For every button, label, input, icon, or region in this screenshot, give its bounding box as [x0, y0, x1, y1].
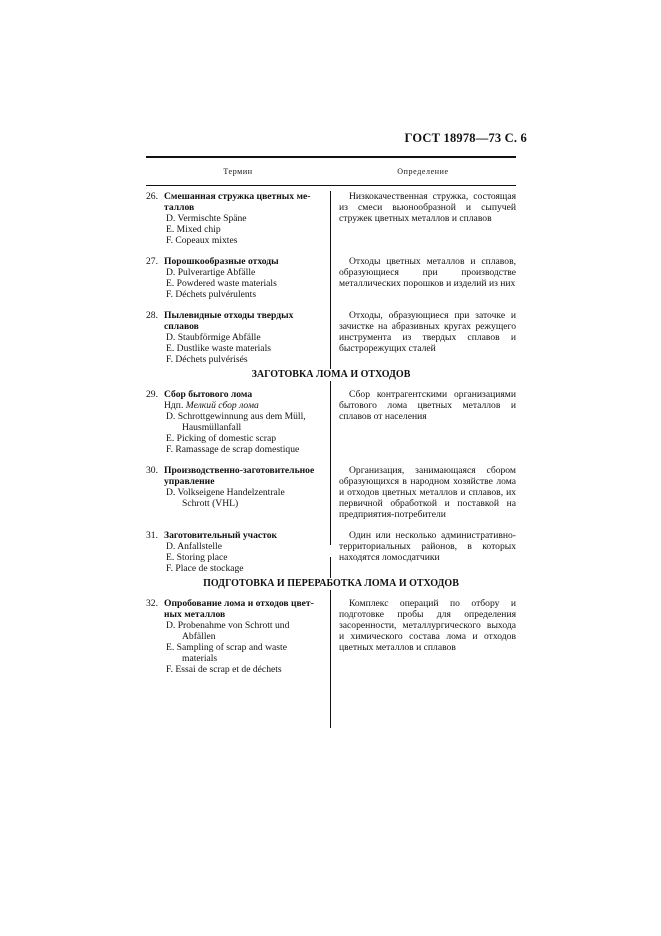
term-name: Заготовительный участок: [164, 530, 278, 541]
term-english: E. Picking of domestic scrap: [166, 433, 277, 444]
table-row: [146, 191, 516, 246]
table-row: [146, 465, 516, 520]
table-row: [146, 389, 516, 455]
entry-number: 32.: [146, 598, 158, 609]
term-name: Сбор бытового лома: [164, 389, 253, 400]
term-german: D. Staubförmige Abfälle: [166, 332, 261, 343]
term-french: F. Déchets pulvérulents: [166, 289, 257, 300]
term-cell: [146, 465, 330, 520]
term-german: D. Schrottgewinnung aus dem Müll,: [166, 411, 306, 422]
term-french: F. Ramassage de scrap domestique: [166, 444, 300, 455]
definition-cell: [330, 191, 516, 246]
entry-number: 27.: [146, 256, 158, 267]
entry-number: 30.: [146, 465, 158, 476]
term-german-cont: Abfällen: [182, 631, 216, 642]
definition-cell: [330, 389, 516, 455]
term-french: F. Déchets pulvérisés: [166, 354, 248, 365]
table-row: [146, 598, 516, 675]
definition-text: Один или несколько административно-территориальных районов, в которых находятся ломосдатчики: [339, 530, 516, 563]
definition-text: Комплекс операций по отбору и подготовке пробы для определения засоренности, металлургического выхода и химического состава лома и отходов цветных металлов и сплавов: [339, 598, 516, 653]
terms-table: [146, 156, 516, 675]
definition-text: Сбор контрагентскими организациями бытового лома цветных металлов и сплавов от населения: [339, 389, 516, 422]
term-german: D. Anfallstelle: [166, 541, 222, 552]
term-german-cont: Schrott (VHL): [182, 498, 239, 509]
deprecated-term: Мелкий сбор лома: [185, 400, 259, 411]
term-german: D. Volkseigene Handelzentrale: [166, 487, 285, 498]
term-name-cont: сплавов: [164, 321, 199, 332]
term-name: Порошкообразные отходы: [164, 256, 279, 267]
section-heading: ПОДГОТОВКА И ПЕРЕРАБОТКА ЛОМА И ОТХОДОВ: [146, 578, 516, 590]
term-deprecated: [146, 400, 326, 411]
definition-cell: [330, 465, 516, 520]
term-german-cont: Hausmüllanfall: [182, 422, 242, 433]
table-body: [146, 191, 516, 675]
term-english: E. Powdered waste materials: [166, 278, 277, 289]
definition-cell: [330, 310, 516, 365]
entry-number: 26.: [146, 191, 158, 202]
term-name: Пылевидные отходы твердых: [164, 310, 294, 321]
column-header-definition: Определение: [397, 167, 449, 176]
term-name-cont: ных металлов: [164, 609, 226, 620]
definition-cell: [330, 530, 516, 574]
entry-number: 29.: [146, 389, 158, 400]
term-name-cont: таллов: [164, 202, 195, 213]
entry-number: 31.: [146, 530, 158, 541]
term-english: E. Mixed chip: [166, 224, 221, 235]
table-row: [146, 256, 516, 300]
term-cell: [146, 389, 330, 455]
definition-text: Отходы цветных металлов и сплавов, образующиеся при производстве металлических порошков и изделий из них: [339, 256, 516, 289]
term-english: E. Sampling of scrap and waste: [166, 642, 287, 653]
term-cell: [146, 598, 330, 675]
term-french: F. Place de stockage: [166, 563, 244, 574]
table-header-row: [146, 158, 516, 186]
table-row: [146, 310, 516, 365]
definition-text: Низкокачественная стружка, состоящая из смеси вьюнообразной и сыпучей стружек цветных металлов и сплавов: [339, 191, 516, 224]
term-german: D. Vermischte Späne: [166, 213, 247, 224]
term-french: F. Copeaux mixtes: [166, 235, 238, 246]
definition-cell: [330, 256, 516, 300]
deprecated-label: Ндп.: [164, 400, 184, 411]
term-german: D. Pulverartige Abfälle: [166, 267, 256, 278]
term-name: Производственно-заготовительное: [164, 465, 315, 476]
entry-number: 28.: [146, 310, 158, 321]
definition-text: Организация, занимающаяся сбором образующихся в народном хозяйстве лома и отходов цветных металлов и сплавов, их первичной обработкой и поставкой на предприятия-потребители: [339, 465, 516, 520]
term-english: E. Storing place: [166, 552, 228, 563]
term-name: Смешанная стружка цветных ме-: [164, 191, 311, 202]
page-header: ГОСТ 18978—73 С. 6: [404, 131, 527, 145]
term-french: F. Essai de scrap et de déchets: [166, 664, 282, 675]
table-row: [146, 530, 516, 574]
term-english-cont: materials: [182, 653, 218, 664]
term-cell: [146, 310, 330, 365]
term-english: E. Dustlike waste materials: [166, 343, 271, 354]
term-cell: [146, 256, 330, 300]
column-header-term: Термин: [223, 167, 253, 176]
definition-cell: [330, 598, 516, 675]
term-german: D. Probenahme von Schrott und: [166, 620, 290, 631]
term-cell: [146, 530, 330, 574]
term-cell: [146, 191, 330, 246]
term-name: Опробование лома и отходов цвет-: [164, 598, 314, 609]
definition-text: Отходы, образующиеся при заточке и зачистке на абразивных кругах режущего инструмента из твердых сплавов и быстрорежущих сталей: [339, 310, 516, 354]
section-heading: ЗАГОТОВКА ЛОМА И ОТХОДОВ: [146, 369, 516, 381]
term-name-cont: управление: [164, 476, 215, 487]
